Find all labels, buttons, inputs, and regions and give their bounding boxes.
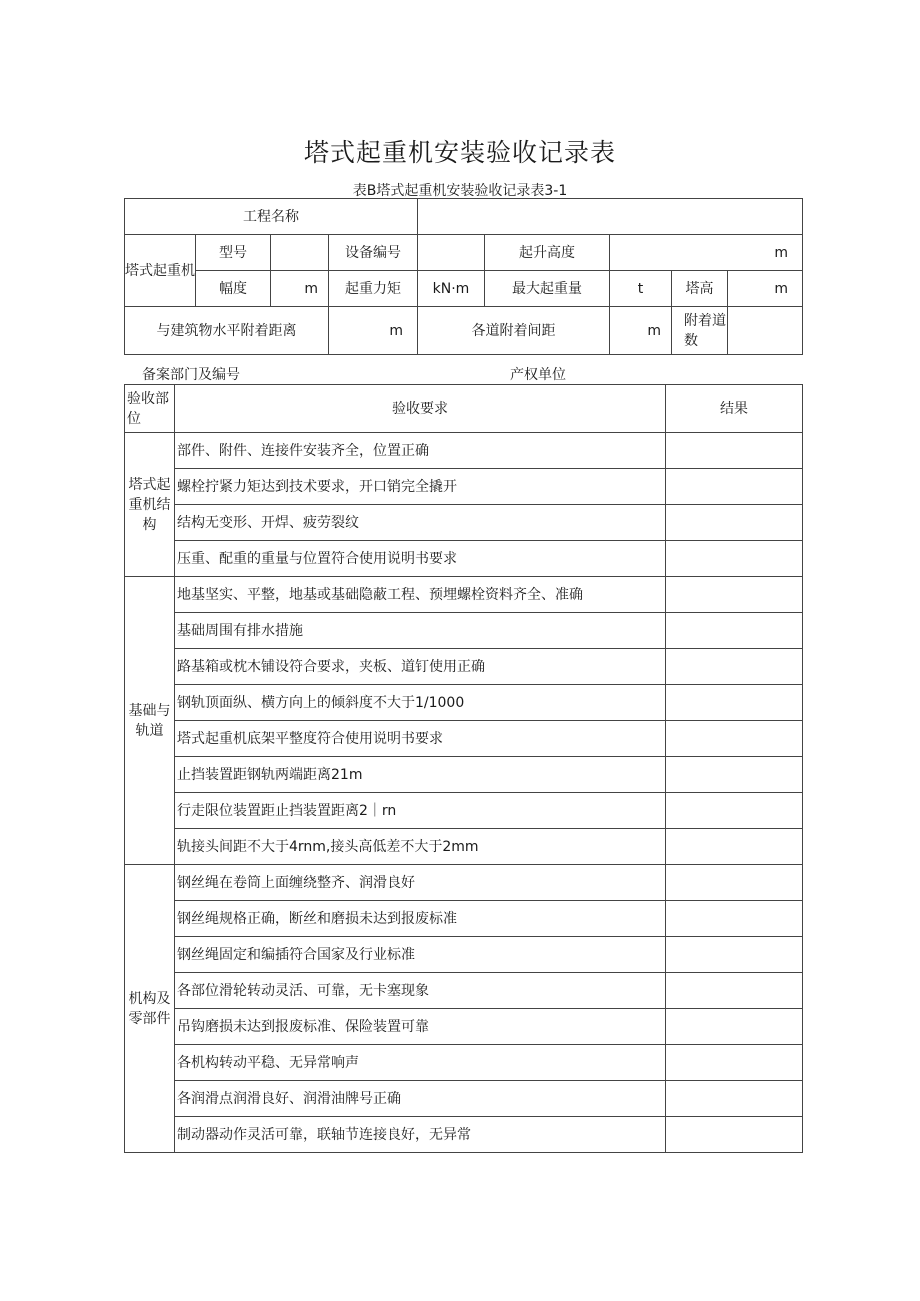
table-row bbox=[125, 577, 803, 613]
amplitude-value[interactable] bbox=[271, 271, 329, 307]
requirement-cell: 吊钩磨损未达到报废标准、保险装置可靠 bbox=[175, 1009, 666, 1045]
header-requirement: 验收要求 bbox=[175, 385, 666, 433]
table-row bbox=[125, 469, 803, 505]
table-row bbox=[125, 973, 803, 1009]
requirement-cell: 钢丝绳固定和编插符合国家及行业标准 bbox=[175, 937, 666, 973]
torque-label: 起重力矩 bbox=[329, 271, 418, 307]
header-result: 结果 bbox=[666, 385, 803, 433]
device-no-label: 设备编号 bbox=[329, 235, 418, 271]
result-cell[interactable] bbox=[666, 757, 803, 793]
project-name-value[interactable] bbox=[418, 199, 803, 235]
requirement-cell: 各部位滑轮转动灵活、可靠，无卡塞现象 bbox=[175, 973, 666, 1009]
table-row bbox=[125, 721, 803, 757]
requirement-cell: 止挡装置距钢轨两端距离21m bbox=[175, 757, 666, 793]
lift-height-label: 起升高度 bbox=[485, 235, 610, 271]
attach-spacing-label: 各道附着间距 bbox=[418, 307, 610, 355]
table-row bbox=[125, 1045, 803, 1081]
requirement-cell: 钢轨顶面纵、横方向上的倾斜度不大于1/1000 bbox=[175, 685, 666, 721]
result-cell[interactable] bbox=[666, 541, 803, 577]
section-label: 塔式起重机结构 bbox=[125, 433, 175, 577]
attach-count-value[interactable] bbox=[728, 307, 803, 355]
result-cell[interactable] bbox=[666, 1045, 803, 1081]
result-cell[interactable] bbox=[666, 721, 803, 757]
owner-label: 产权单位 bbox=[510, 367, 566, 383]
unit-m: m bbox=[389, 322, 403, 339]
amplitude-label: 幅度 bbox=[196, 271, 271, 307]
requirement-cell: 基础周围有排水措施 bbox=[175, 613, 666, 649]
device-no-value[interactable] bbox=[418, 235, 485, 271]
requirement-cell: 部件、附件、连接件安装齐全，位置正确 bbox=[175, 433, 666, 469]
requirement-cell: 各润滑点润滑良好、润滑油牌号正确 bbox=[175, 1081, 666, 1117]
unit-m: m bbox=[304, 280, 318, 297]
max-load-value[interactable] bbox=[610, 271, 672, 307]
result-cell[interactable] bbox=[666, 793, 803, 829]
unit-m: m bbox=[647, 322, 661, 339]
torque-value[interactable] bbox=[418, 271, 485, 307]
requirement-cell: 各机构转动平稳、无异常响声 bbox=[175, 1045, 666, 1081]
section-label: 基础与轨道 bbox=[125, 577, 175, 865]
result-cell[interactable] bbox=[666, 937, 803, 973]
tower-height-value[interactable] bbox=[728, 271, 803, 307]
page-title: 塔式起重机安装验收记录表 bbox=[303, 138, 616, 167]
tower-height-label: 塔高 bbox=[672, 271, 728, 307]
requirement-cell: 钢丝绳在卷筒上面缠绕整齐、润滑良好 bbox=[175, 865, 666, 901]
horizontal-dist-label: 与建筑物水平附着距离 bbox=[125, 307, 329, 355]
horizontal-dist-value[interactable] bbox=[329, 307, 418, 355]
section-label: 机构及零部件 bbox=[125, 865, 175, 1153]
requirement-cell: 螺栓拧紧力矩达到技术要求，开口销完全撬开 bbox=[175, 469, 666, 505]
result-cell[interactable] bbox=[666, 505, 803, 541]
result-cell[interactable] bbox=[666, 613, 803, 649]
unit-m: m bbox=[774, 280, 789, 297]
requirement-cell: 钢丝绳规格正确，断丝和磨损未达到报废标准 bbox=[175, 901, 666, 937]
filing-label: 备案部门及编号 bbox=[142, 367, 240, 383]
table-row bbox=[125, 1009, 803, 1045]
table-row bbox=[125, 433, 803, 469]
result-cell[interactable] bbox=[666, 1117, 803, 1153]
result-cell[interactable] bbox=[666, 865, 803, 901]
result-cell[interactable] bbox=[666, 1081, 803, 1117]
requirement-cell: 塔式起重机底架平整度符合使用说明书要求 bbox=[175, 721, 666, 757]
result-cell[interactable] bbox=[666, 649, 803, 685]
acceptance-table bbox=[124, 384, 803, 1153]
sections-body bbox=[125, 433, 803, 1153]
attach-count-label: 附着道数 bbox=[672, 307, 728, 355]
table-subtitle: 表B塔式起重机安装验收记录表3-1 bbox=[352, 183, 568, 199]
table-row bbox=[125, 613, 803, 649]
table-row bbox=[125, 1117, 803, 1153]
requirement-cell: 结构无变形、开焊、疲劳裂纹 bbox=[175, 505, 666, 541]
attach-spacing-value[interactable] bbox=[610, 307, 672, 355]
table-row bbox=[125, 505, 803, 541]
lift-height-value[interactable] bbox=[610, 235, 803, 271]
result-cell[interactable] bbox=[666, 577, 803, 613]
crane-label: 塔式起重机 bbox=[125, 235, 196, 307]
requirement-cell: 地基坚实、平整，地基或基础隐蔽工程、预埋螺栓资料齐全、准确 bbox=[175, 577, 666, 613]
table-row bbox=[125, 937, 803, 973]
header-part: 验收部位 bbox=[125, 385, 175, 433]
table-row bbox=[125, 649, 803, 685]
result-cell[interactable] bbox=[666, 901, 803, 937]
result-cell[interactable] bbox=[666, 1009, 803, 1045]
table-row bbox=[125, 685, 803, 721]
table-row bbox=[125, 865, 803, 901]
requirement-cell: 行走限位装置距止挡装置距离2｜rn bbox=[175, 793, 666, 829]
requirement-cell: 轨接头间距不大于4rnm,接头高低差不大于2mm bbox=[175, 829, 666, 865]
table-row bbox=[125, 901, 803, 937]
table-row bbox=[125, 757, 803, 793]
result-cell[interactable] bbox=[666, 829, 803, 865]
requirement-cell: 路基箱或枕木铺设符合要求，夹板、道钉使用正确 bbox=[175, 649, 666, 685]
result-cell[interactable] bbox=[666, 469, 803, 505]
unit-m: m bbox=[774, 244, 789, 261]
model-label: 型号 bbox=[196, 235, 271, 271]
unit-knm: kN·m bbox=[432, 280, 470, 297]
result-cell[interactable] bbox=[666, 433, 803, 469]
requirement-cell: 压重、配重的重量与位置符合使用说明书要求 bbox=[175, 541, 666, 577]
crane-info-table bbox=[124, 198, 803, 355]
table-row bbox=[125, 793, 803, 829]
project-name-label: 工程名称 bbox=[125, 199, 418, 235]
result-cell[interactable] bbox=[666, 973, 803, 1009]
result-cell[interactable] bbox=[666, 685, 803, 721]
model-value[interactable] bbox=[271, 235, 329, 271]
unit-t: t bbox=[637, 280, 644, 297]
table-row bbox=[125, 1081, 803, 1117]
requirement-cell: 制动器动作灵活可靠，联轴节连接良好，无异常 bbox=[175, 1117, 666, 1153]
max-load-label: 最大起重量 bbox=[485, 271, 610, 307]
table-row bbox=[125, 829, 803, 865]
table-row bbox=[125, 541, 803, 577]
